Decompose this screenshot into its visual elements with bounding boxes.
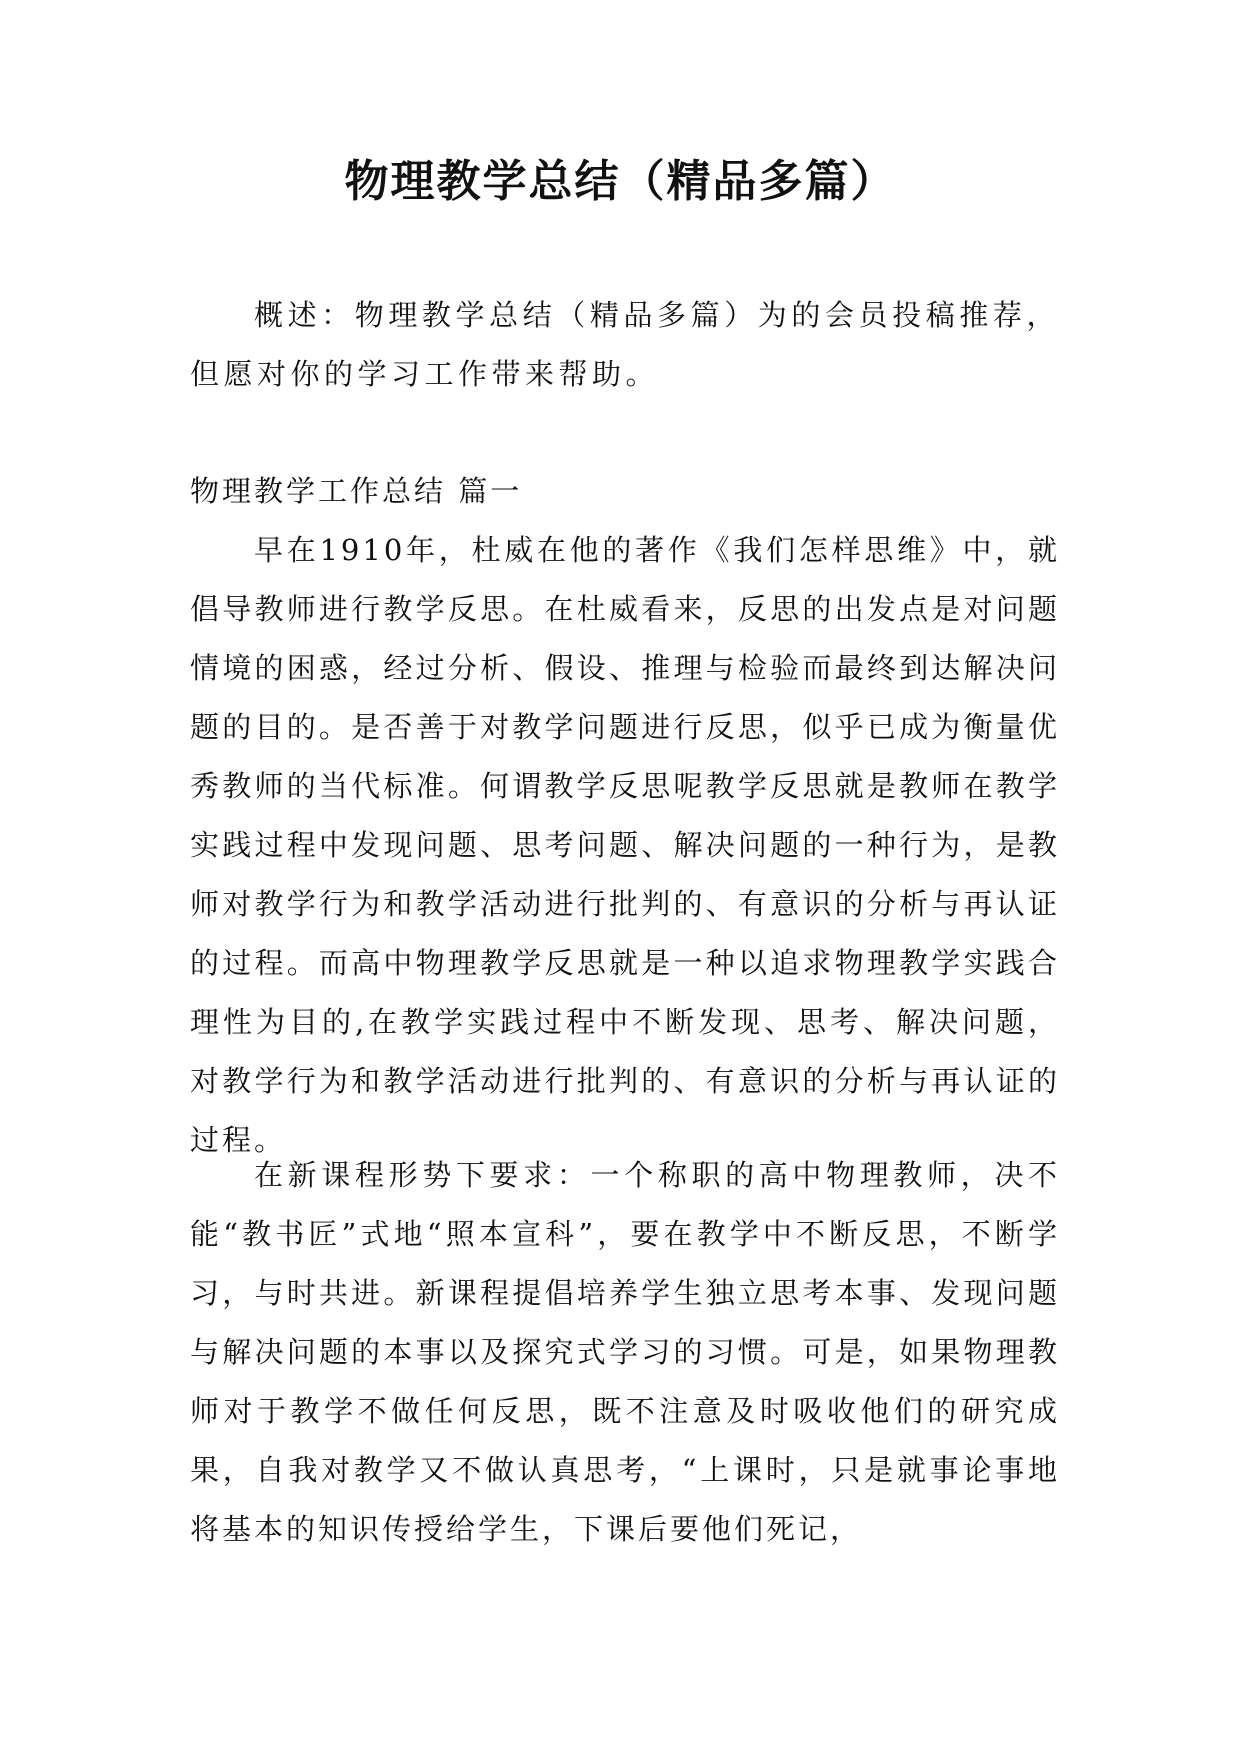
body-paragraph: 早在1910年，杜威在他的著作《我们怎样思维》中，就倡导教师进行教学反思。在杜威看来，反思的出发点是对问题情境的困惑，经过分析、假设、推理与检验而最终到达解决问题的目的。是否善于对教学问题进行反思，似乎已成为衡量优秀教师的当代标准。何谓教学反思呢教学反思就是教师在教学实践过程中发现问题、思考问题、解决问题的一种行为，是教师对教学行为和教学活动进行批判的、有意识的分析与再认证的过程。而高中物理教学反思就是一种以追求物理教学实践合理性为目的,在教学实践过程中不断发现、思考、解决问题，对教学行为和教学活动进行批判的、有意识的分析与再认证的过程。 bbox=[190, 533, 1060, 1157]
body-paragraph: 在新课程形势下要求：一个称职的高中物理教师，决不能“教书匠”式地“照本宣科”，要在教学中不断反思，不断学习，与时共进。新课程提倡培养学生独立思考本事、发现问题与解决问题的本事以及探究式学习的习惯。可是，如果物理教师对于教学不做任何反思，既不注意及时吸收他们的研究成果，自我对教学又不做认真思考，“上课时，只是就事论事地将基本的知识传授给学生，下课后要他们死记， bbox=[190, 1158, 1060, 1546]
section-heading: 物理教学工作总结 篇一 bbox=[190, 474, 523, 508]
summary-paragraph: 概述：物理教学总结（精品多篇）为的会员投稿推荐，但愿对你的学习工作带来帮助。 bbox=[190, 298, 1060, 391]
document-title: 物理教学总结（精品多篇） bbox=[344, 156, 897, 207]
